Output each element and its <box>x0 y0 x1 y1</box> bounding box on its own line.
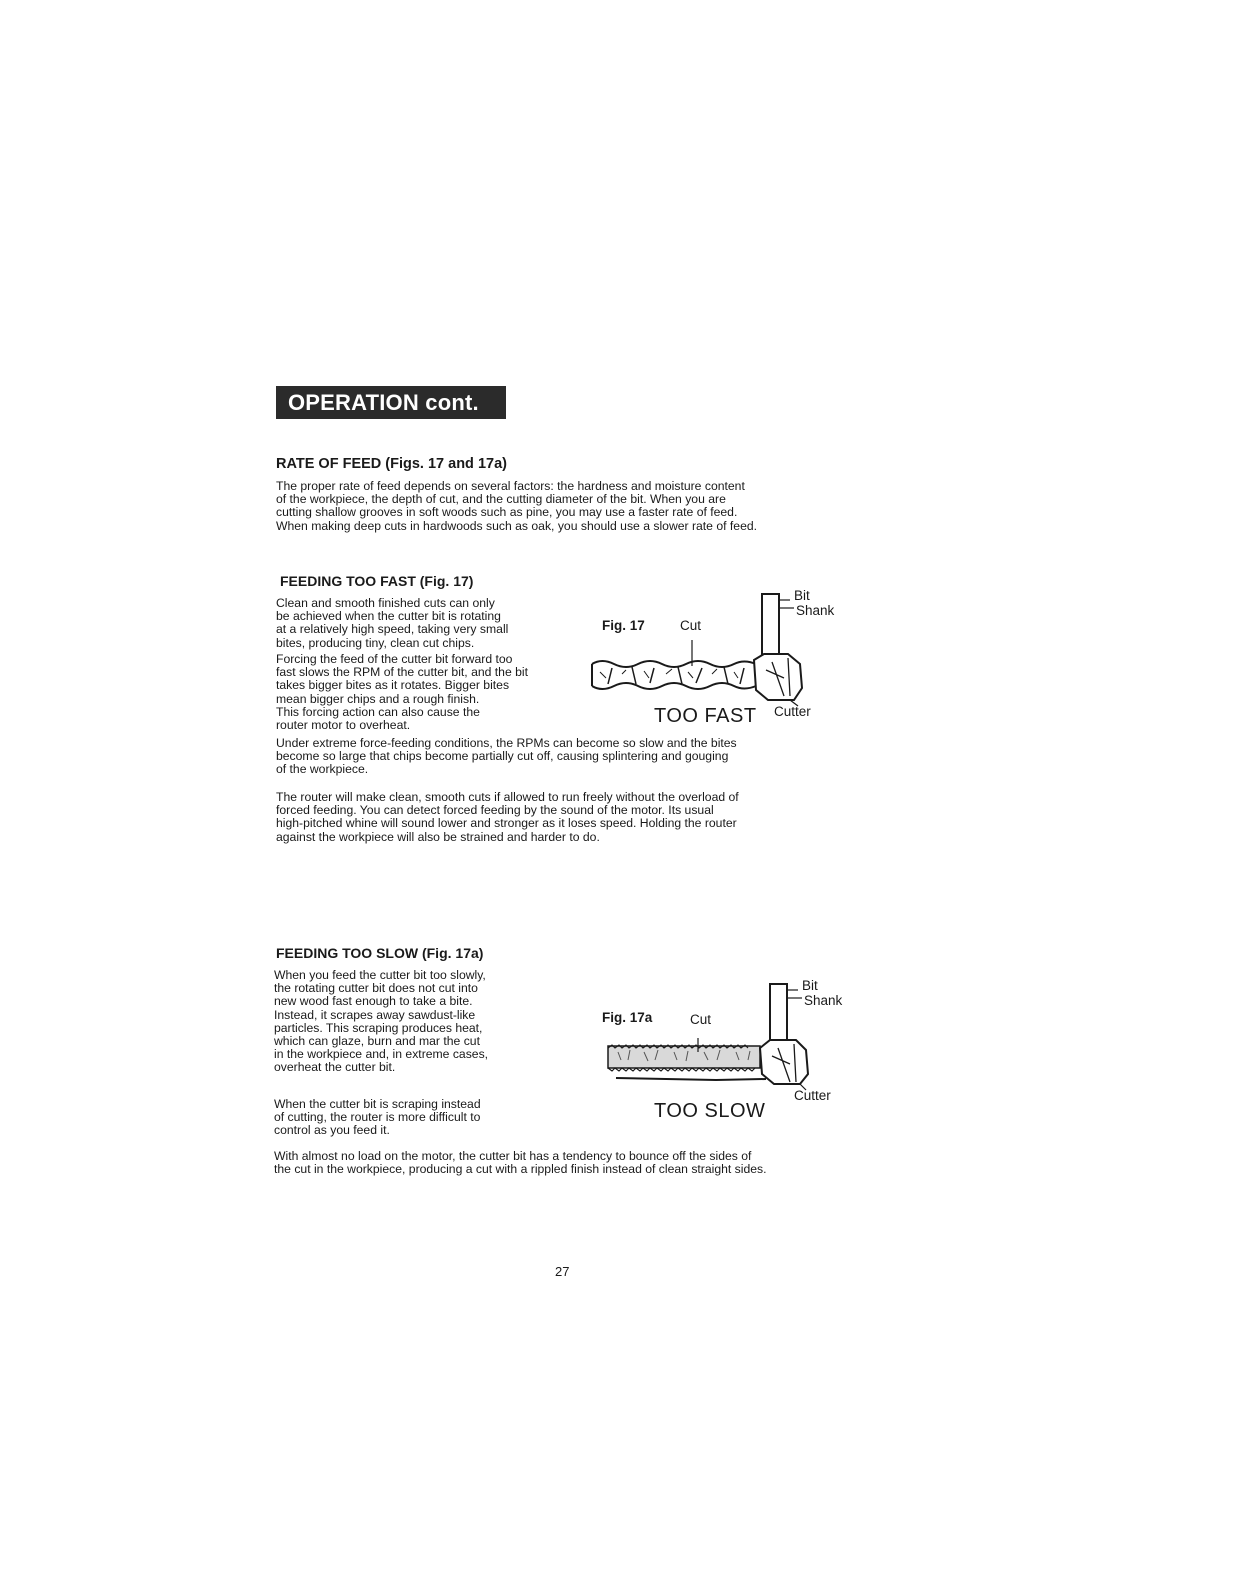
text-line: takes bigger bites as it rotates. Bigger bites <box>276 678 510 693</box>
text-line: at a relatively high speed, taking very small <box>276 622 509 637</box>
text-line: of the workpiece, the depth of cut, and the cutting diameter of the bit. When you are <box>276 492 726 507</box>
text-line: overheat the cutter bit. <box>274 1060 396 1075</box>
section-title: RATE OF FEED (Figs. 17 and 17a) <box>276 456 507 472</box>
text-line: in the workpiece and, in extreme cases, <box>274 1047 489 1062</box>
page-number: 27 <box>555 1264 570 1279</box>
figure-17 <box>588 588 848 738</box>
fig17-caption: TOO FAST <box>654 705 757 727</box>
text-line: When the cutter bit is scraping instead <box>274 1097 481 1111</box>
text-line: This forcing action can also cause the <box>276 704 480 719</box>
text-line: which can glaze, burn and mar the cut <box>274 1034 480 1049</box>
text-line: become so large that chips become partially cut off, causing splintering and gouging <box>276 749 729 764</box>
too-fast-paragraph-4 <box>276 791 856 844</box>
too-slow-paragraph-3 <box>274 1150 894 1176</box>
text-line: With almost no load on the motor, the cutter bit has a tendency to bounce off the sides of <box>274 1149 752 1163</box>
bit-shank <box>770 984 787 1046</box>
text-line: particles. This scraping produces heat, <box>274 1020 483 1035</box>
text-line: of the workpiece. <box>276 762 369 777</box>
too-fast-paragraph-2 <box>276 653 576 732</box>
too-fast-heading: FEEDING TOO FAST (Fig. 17) <box>280 573 474 589</box>
too-fast-paragraph-3 <box>276 737 856 777</box>
text-line: Forcing the feed of the cutter bit forward too <box>276 652 513 666</box>
text-line: be achieved when the cutter bit is rotating <box>276 609 501 624</box>
fig17-label: Fig. 17 <box>602 618 645 633</box>
intro-paragraph <box>276 480 876 533</box>
bit-cutter <box>760 1040 808 1084</box>
too-slow-paragraph-2 <box>274 1098 554 1138</box>
text-line: fast slows the RPM of the cutter bit, and the bit <box>276 665 528 680</box>
text-line: The router will make clean, smooth cuts if allowed to run freely without the overload of <box>276 790 739 804</box>
text-line: the rotating cutter bit does not cut into <box>274 981 478 996</box>
fig17a-cutter-label: Cutter <box>794 1088 831 1103</box>
text-line: new wood fast enough to take a bite. <box>274 994 473 1009</box>
fig17a-bit-label: Bit <box>802 978 818 993</box>
text-line: When you feed the cutter bit too slowly, <box>274 968 486 982</box>
text-line: Under extreme force-feeding conditions, the RPMs can become so slow and the bites <box>276 736 737 750</box>
fig17a-shank-label: Shank <box>804 993 843 1008</box>
text-line: forced feeding. You can detect forced feeding by the sound of the motor. Its usual <box>276 803 714 818</box>
bit-cutter <box>754 654 802 700</box>
text-line: mean bigger chips and a rough finish. <box>276 691 480 706</box>
text-line: The proper rate of feed depends on several factors: the hardness and moisture content <box>276 479 745 493</box>
text-line: the cut in the workpiece, producing a cut with a rippled finish instead of clean straight sides. <box>274 1162 767 1177</box>
text-line: high-pitched whine will sound lower and stronger as it loses speed. Holding the router <box>276 816 737 831</box>
fig17a-caption: TOO SLOW <box>654 1100 766 1122</box>
fig17-cut-label: Cut <box>680 618 702 633</box>
workpiece-scraped-cut <box>608 1045 766 1080</box>
fig17-shank-label: Shank <box>796 603 835 618</box>
fig17-bit-label: Bit <box>794 588 810 603</box>
workpiece-rough-cut <box>592 661 756 689</box>
text-line: cutting shallow grooves in soft woods such as pine, you may use a faster rate of feed. <box>276 505 738 520</box>
text-line: control as you feed it. <box>274 1123 390 1138</box>
section-banner: OPERATION cont. <box>276 386 506 419</box>
text-line: router motor to overheat. <box>276 718 411 733</box>
text-line: of cutting, the router is more difficult to <box>274 1110 481 1125</box>
fig17a-cut-label: Cut <box>690 1012 712 1027</box>
bit-shank <box>762 594 779 662</box>
fig17a-label: Fig. 17a <box>602 1010 653 1025</box>
text-line: When making deep cuts in hardwoods such as oak, you should use a slower rate of feed. <box>276 518 758 533</box>
text-line: Clean and smooth finished cuts can only <box>276 596 495 610</box>
too-fast-paragraph-1 <box>276 597 576 650</box>
text-line: bites, producing tiny, clean cut chips. <box>276 635 475 650</box>
too-slow-paragraph-1 <box>274 969 554 1075</box>
text-line: against the workpiece will also be strained and harder to do. <box>276 829 600 844</box>
too-slow-heading: FEEDING TOO SLOW (Fig. 17a) <box>276 945 484 961</box>
fig17-cutter-label: Cutter <box>774 704 811 719</box>
figure-17a <box>596 978 856 1128</box>
text-line: Instead, it scrapes away sawdust-like <box>274 1007 476 1022</box>
